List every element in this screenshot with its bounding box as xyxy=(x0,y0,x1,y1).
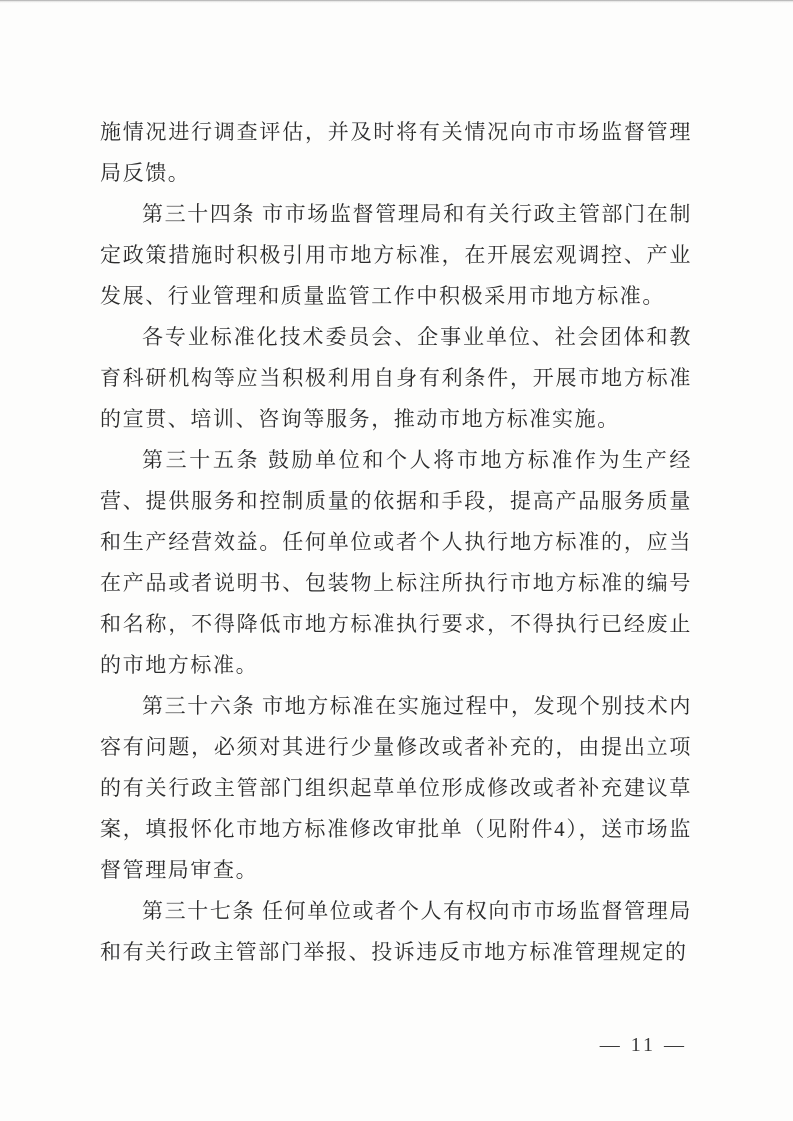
paragraph-article-36: 第三十六条 市地方标准在实施过程中，发现个别技术内容有问题，必须对其进行少量修改或者补充的，由提出立项的有关行政主管部门组织起草单位形成修改或者补充建议草案，填报怀化市地方标准修改审批单（见附件4），送市场监督管理局审查。 xyxy=(100,694,692,882)
paragraph-article-37: 第三十七条 任何单位或者个人有权向市市场监督管理局和有关行政主管部门举报、投诉违反市地方标准管理规定的 xyxy=(100,899,692,964)
scan-edge-top xyxy=(0,0,793,3)
paragraph-article-34: 第三十四条 市市场监督管理局和有关行政主管部门在制定政策措施时积极引用市地方标准，在开展宏观调控、产业发展、行业管理和质量监管工作中积极采用市地方标准。 xyxy=(100,202,692,308)
document-body xyxy=(100,112,692,973)
page-number: — 11 — xyxy=(599,1034,687,1056)
paragraph-continuation: 施情况进行调查评估，并及时将有关情况向市市场监督管理局反馈。 xyxy=(100,120,692,185)
paragraph-article-35: 第三十五条 鼓励单位和个人将市地方标准作为生产经营、提供服务和控制质量的依据和手段，提高产品服务质量和生产经营效益。任何单位或者个人执行地方标准的，应当在产品或者说明书、包装物上标注所执行市地方标准的编号和名称，不得降低市地方标准执行要求，不得执行已经废止的市地方标准。 xyxy=(100,448,692,677)
paragraph-committees: 各专业标准化技术委员会、企事业单位、社会团体和教育科研机构等应当积极利用自身有利条件，开展市地方标准的宣贯、培训、咨询等服务，推动市地方标准实施。 xyxy=(100,325,692,431)
